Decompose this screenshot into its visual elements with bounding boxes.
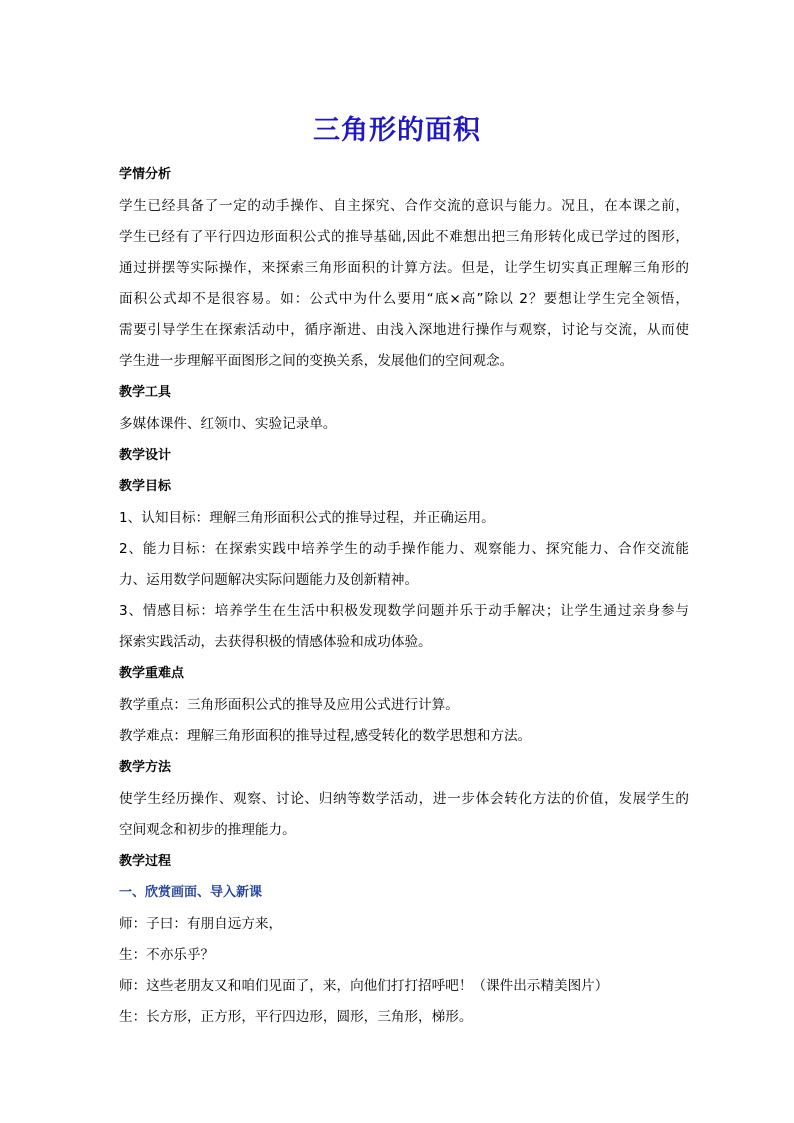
paragraph-line: 学生进一步理解平面图形之间的变换关系，发展他们的空间观念。 (119, 353, 514, 369)
paragraph-line: 空间观念和初步的推理能力。 (119, 822, 296, 838)
paragraph-line: 面积公式却不是很容易。如：公式中为什么要用“底×高”除以 2？要想让学生完全领悟， (119, 291, 689, 307)
dialogue-line: 师：这些老朋友又和咱们见面了，来，向他们打打招呼吧！（课件出示精美图片） (119, 978, 609, 994)
paragraph-line: 需要引导学生在探索活动中，循序渐进、由浅入深地进行操作与观察，讨论与交流，从而使 (119, 322, 689, 338)
paragraph-line: 探索实践活动，去获得积极的情感体验和成功体验。 (119, 634, 432, 650)
section-heading-analysis: 学情分析 (119, 167, 172, 182)
subsection-heading: 一、欣赏画面、导入新课 (119, 885, 263, 900)
paragraph-line: 学生已经有了平行四边形面积公式的推导基础,因此不难想出把三角形转化成已学过的图形， (119, 229, 689, 245)
document-title: 三角形的面积 (313, 115, 481, 146)
dialogue-line: 生：长方形，正方形，平行四边形，圆形，三角形，梯形。 (119, 1009, 473, 1025)
paragraph-line: 2、能力目标：在探索实践中培养学生的动手操作能力、观察能力、探究能力、合作交流能 (119, 541, 689, 557)
paragraph-line: 学生已经具备了一定的动手操作、自主探究、合作交流的意识与能力。况且，在本课之前， (119, 198, 689, 214)
paragraph-line: 通过拼摆等实际操作，来探索三角形面积的计算方法。但是，让学生切实真正理解三角形的 (119, 260, 689, 276)
paragraph-line: 教学重点：三角形面积公式的推导及应用公式进行计算。 (119, 697, 459, 713)
dialogue-line: 生：不亦乐乎？ (119, 947, 215, 963)
section-heading-design: 教学设计 (119, 448, 172, 463)
paragraph-line: 教学难点：理解三角形面积的推导过程,感受转化的数学思想和方法。 (119, 728, 532, 744)
dialogue-line: 师：子曰：有朋自远方来， (119, 916, 283, 932)
paragraph-line: 3、情感目标：培养学生在生活中积极发现数学问题并乐于动手解决；让学生通过亲身参与 (119, 603, 689, 619)
paragraph-line: 多媒体课件、红领巾、实验记录单。 (119, 416, 337, 432)
paragraph-line: 力、运用数学问题解决实际问题能力及创新精神。 (119, 572, 419, 588)
section-heading-goals: 教学目标 (119, 479, 172, 494)
section-heading-methods: 教学方法 (119, 760, 172, 775)
section-heading-tools: 教学工具 (119, 385, 172, 400)
section-heading-key-points: 教学重难点 (119, 666, 185, 681)
paragraph-line: 使学生经历操作、观察、讨论、归纳等数学活动，进一步体会转化方法的价值，发展学生的 (119, 791, 689, 807)
paragraph-line: 1、认知目标：理解三角形面积公式的推导过程，并正确运用。 (119, 510, 495, 526)
section-heading-process: 教学过程 (119, 854, 172, 869)
